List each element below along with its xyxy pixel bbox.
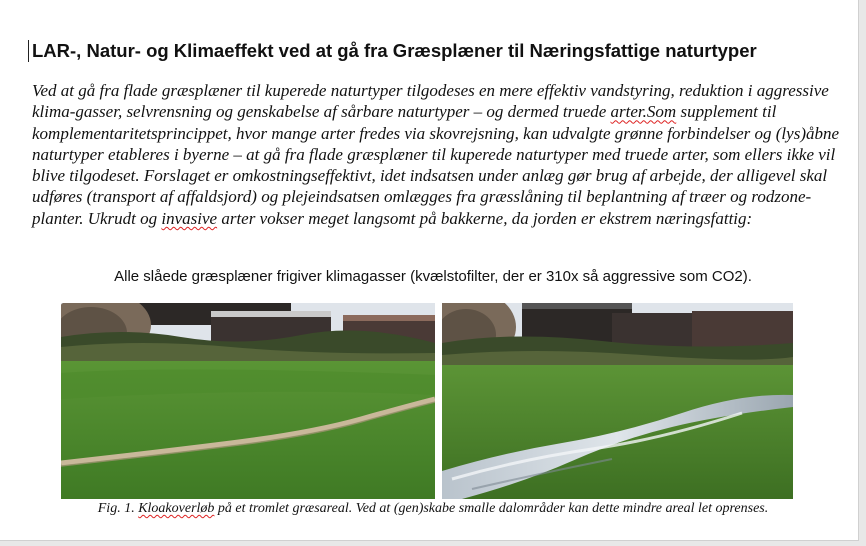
caption-prefix: Fig. 1. [97, 501, 139, 516]
figure-caption [0, 501, 859, 517]
spellcheck-word-invasive[interactable]: invasive [161, 208, 218, 228]
intro-paragraph [32, 80, 844, 229]
spellcheck-word-kloakoverlob[interactable]: Kloakoverløb [138, 501, 215, 516]
document-title: LAR-, Natur- og Klimaeffekt ved at gå fra Græsplæner til Næringsfattige naturtyper [32, 40, 757, 61]
figure-subtitle: Alle slåede græsplæner frigiver klimagasser (kvælstofilter, der er 310x så aggressive som CO2). [114, 268, 752, 285]
spellcheck-word-arter[interactable]: arter.Som [610, 102, 677, 122]
intro-text-2: supplement til komplementaritetsprincippet, hvor mange arter fredes via skovrejsning, kan udvalgte grønne forbindelser og (lys)åbne naturtyper etableres i byerne – at gå fra flade græsplæner til kuperede naturtyper med truede arter, som ellers ikke vil blive tilgodeset. Forslaget er omkostningseffektivt, idet indsatsen under anlæg gør brug af arbejde, der alligevel skal udføres (transport af affaldsjord) og plejeindsatsen omlægges fra græsslåning til beplantning af træer og rodzone-planter. Ukrudt og [32, 102, 840, 228]
text-cursor [28, 40, 29, 62]
intro-text-3: arter vokser meget langsomt på bakkerne, da jorden er ekstrem næringsfattig: [217, 208, 753, 228]
photo-sewer-overflow [442, 303, 793, 499]
caption-text: på et tromlet græsareal. Ved at (gen)skabe smalle dalområder kan dette mindre areal let oprenses. [214, 501, 769, 516]
intro-text-1: Ved at gå fra flade græsplæner til kuperede naturtyper tilgodeses en mere effektiv vandstyring, reduktion i aggressive klima-gasser, selvrensning og genskabelse af sårbare naturtyper – og dermed truede [32, 81, 829, 122]
photo-lawn-path [61, 303, 435, 499]
